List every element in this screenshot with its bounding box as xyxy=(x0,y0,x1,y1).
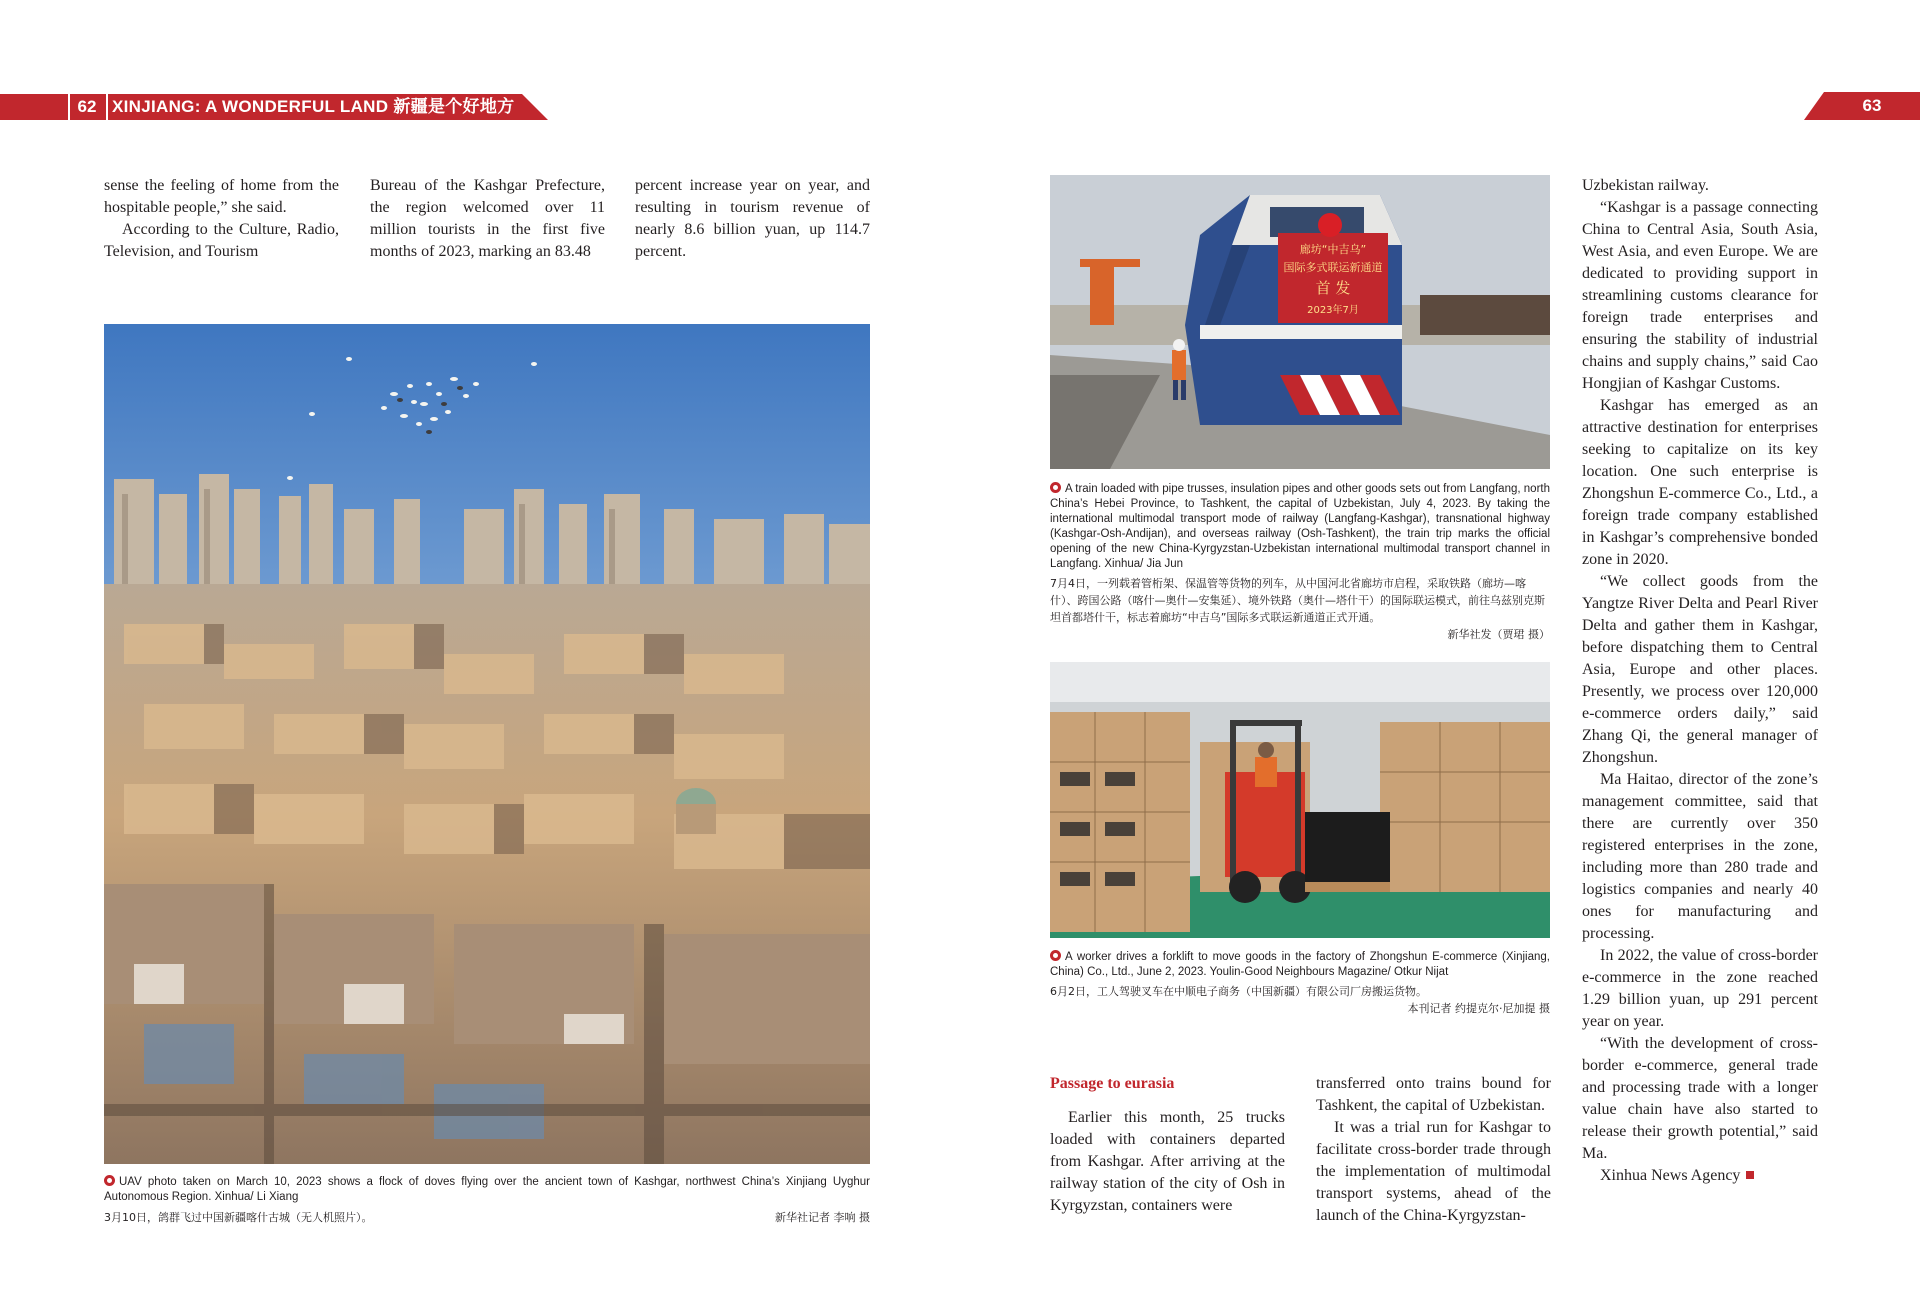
subheading: Passage to eurasia xyxy=(1050,1075,1175,1092)
byline-line xyxy=(1582,1165,1818,1187)
paragraph: Earlier this month, 25 trucks loaded with containers departed from Kashgar. After arriving at the railway station of the city of Osh in Kyrgyzstan, containers were xyxy=(1050,1109,1285,1214)
caption-english xyxy=(104,1175,870,1205)
paragraph: Ma Haitao, director of the zone’s management committee, said that there are currently over 350 registered enterprises in the zone, including more than 280 trade and logistics companies and nearly 40 ones for manufacturing and processing. xyxy=(1582,771,1818,942)
caption-chinese: 3月10日，鸽群飞过中国新疆喀什古城（无人机照片）。 xyxy=(104,1211,373,1224)
paragraph: According to the Culture, Radio, Television, and Tourism xyxy=(104,221,339,260)
caption-english-text: A train loaded with pipe trusses, insulation pipes and other goods sets out from Langfang, north China’s Hebei Province, to Tashkent, the capital of Uzbekistan, July 4, 2023. By taking the international multimodal transport mode of railway (Langfang-Kashgar), transnational highway (Kashgar-Osh-Andijan), and overseas railway (Osh-Tashkent), the train trip marks the official opening of the new China-Kyrgyzstan-Uzbekistan international multimodal transport channel in Langfang. Xinhua/ Jia Jun xyxy=(1050,483,1550,570)
paragraph: Uzbekistan railway. xyxy=(1582,177,1709,194)
photo-credit: 本刊记者 约提克尔·尼加提 摄 xyxy=(1407,1002,1550,1015)
kashgar-aerial-photo xyxy=(104,324,870,1164)
caption-english xyxy=(1050,482,1550,572)
left-text-column-2 xyxy=(370,175,605,263)
caption-chinese: 7月4日，一列载着管桁架、保温管等货物的列车，从中国河北省廊坊市启程，采取铁路（廊坊—喀什）、跨国公路（喀什—奥什—安集延）、境外铁路（奥什—塔什干）的国际联运模式，前往乌兹别克斯坦首都塔什干，标志着廊坊“中吉乌”国际多式联运新通道正式开通。 xyxy=(1050,577,1545,624)
section-title: XINJIANG: A WONDERFUL LAND 新疆是个好地方 xyxy=(112,97,515,116)
train-photo xyxy=(1050,175,1550,469)
page-number-right: 63 xyxy=(1862,96,1882,115)
paragraph: It was a trial run for Kashgar to facilitate cross-border trade through the implementation of multimodal transport systems, ahead of the launch of the China-Kyrgyzstan- xyxy=(1316,1119,1551,1224)
paragraph: “We collect goods from the Yangtze River Delta and Pearl River Delta and gather them in Kashgar, before dispatching them to Central Asia, Europe and other places. Presently, we process over 120,000 e-commerce orders daily,” said Zhang Qi, the general manager of Zhongshun. xyxy=(1582,573,1818,766)
forklift-photo xyxy=(1050,662,1550,938)
paragraph: Kashgar has emerged as an attractive destination for enterprises seeking to capitalize on its key location. One such enterprise is Zhongshun E-commerce Co., Ltd., a foreign trade company established in Kashgar’s comprehensive bonded zone in 2020. xyxy=(1582,397,1818,568)
left-text-column-1 xyxy=(104,175,339,263)
camera-bullet-icon xyxy=(1050,950,1061,961)
bottom-text-column-2 xyxy=(1316,1073,1551,1227)
sign-line-3: 首 发 xyxy=(1315,279,1351,297)
paragraph: “With the development of cross-border e-commerce, general trade and processing trade with a longer value chain have also started to release their growth potential,” said Ma. xyxy=(1582,1035,1818,1162)
paragraph: sense the feeling of home from the hospitable people,” she said. xyxy=(104,177,339,216)
sign-line-4: 2023年7月 xyxy=(1307,305,1359,316)
caption-chinese-row xyxy=(104,1209,870,1226)
paragraph: Bureau of the Kashgar Prefecture, the region welcomed over 11 million tourists in the first five months of 2023, marking an 83.48 xyxy=(370,177,605,260)
byline: Xinhua News Agency xyxy=(1600,1167,1741,1184)
right-text-column xyxy=(1582,175,1818,1187)
caption-english-text: A worker drives a forklift to move goods in the factory of Zhongshun E-commerce (Xinjiang, China) Co., Ltd., June 2, 2023. Youlin-Good Neighbours Magazine/ Otkur Nijat xyxy=(1050,951,1550,978)
photo-credit: 新华社发（贾珺 摄） xyxy=(1447,628,1550,641)
paragraph: In 2022, the value of cross-border e-commerce in the zone reached 1.29 billion yuan, up 291 percent year on year. xyxy=(1582,947,1818,1030)
bottom-text-column-1 xyxy=(1050,1073,1285,1217)
caption-chinese: 6月2日，工人驾驶叉车在中顺电子商务（中国新疆）有限公司厂房搬运货物。 xyxy=(1050,985,1427,998)
caption-english-text: UAV photo taken on March 10, 2023 shows a flock of doves flying over the ancient town of Kashgar, northwest China’s Xinjiang Uyghur Autonomous Region. Xinhua/ Li Xiang xyxy=(104,1176,870,1203)
paragraph: transferred onto trains bound for Tashkent, the capital of Uzbekistan. xyxy=(1316,1075,1551,1114)
paragraph: percent increase year on year, and resulting in tourism revenue of nearly 8.6 billion yuan, up 114.7 percent. xyxy=(635,177,870,260)
paragraph: “Kashgar is a passage connecting China to Central Asia, South Asia, West Asia, and even Europe. We are dedicated to providing support in streamlining customs clearance for foreign trade enterprises and ensuring the stability of industrial chains and supply chains,” said Cao Hongjian of Kashgar Customs. xyxy=(1582,199,1818,392)
kashgar-photo-caption xyxy=(104,1175,870,1226)
camera-bullet-icon xyxy=(104,1175,115,1186)
photo-credit: 新华社记者 李响 摄 xyxy=(775,1211,870,1224)
left-text-column-3 xyxy=(635,175,870,263)
page-number-left: 62 xyxy=(77,97,97,116)
forklift-photo-caption xyxy=(1050,950,1550,1017)
sign-line-1: 廊坊“中吉乌” xyxy=(1299,243,1367,256)
sign-line-2: 国际多式联运新通道 xyxy=(1283,261,1383,274)
camera-bullet-icon xyxy=(1050,482,1061,493)
caption-english xyxy=(1050,950,1550,980)
train-photo-caption xyxy=(1050,482,1550,643)
end-of-article-mark xyxy=(1746,1171,1754,1179)
